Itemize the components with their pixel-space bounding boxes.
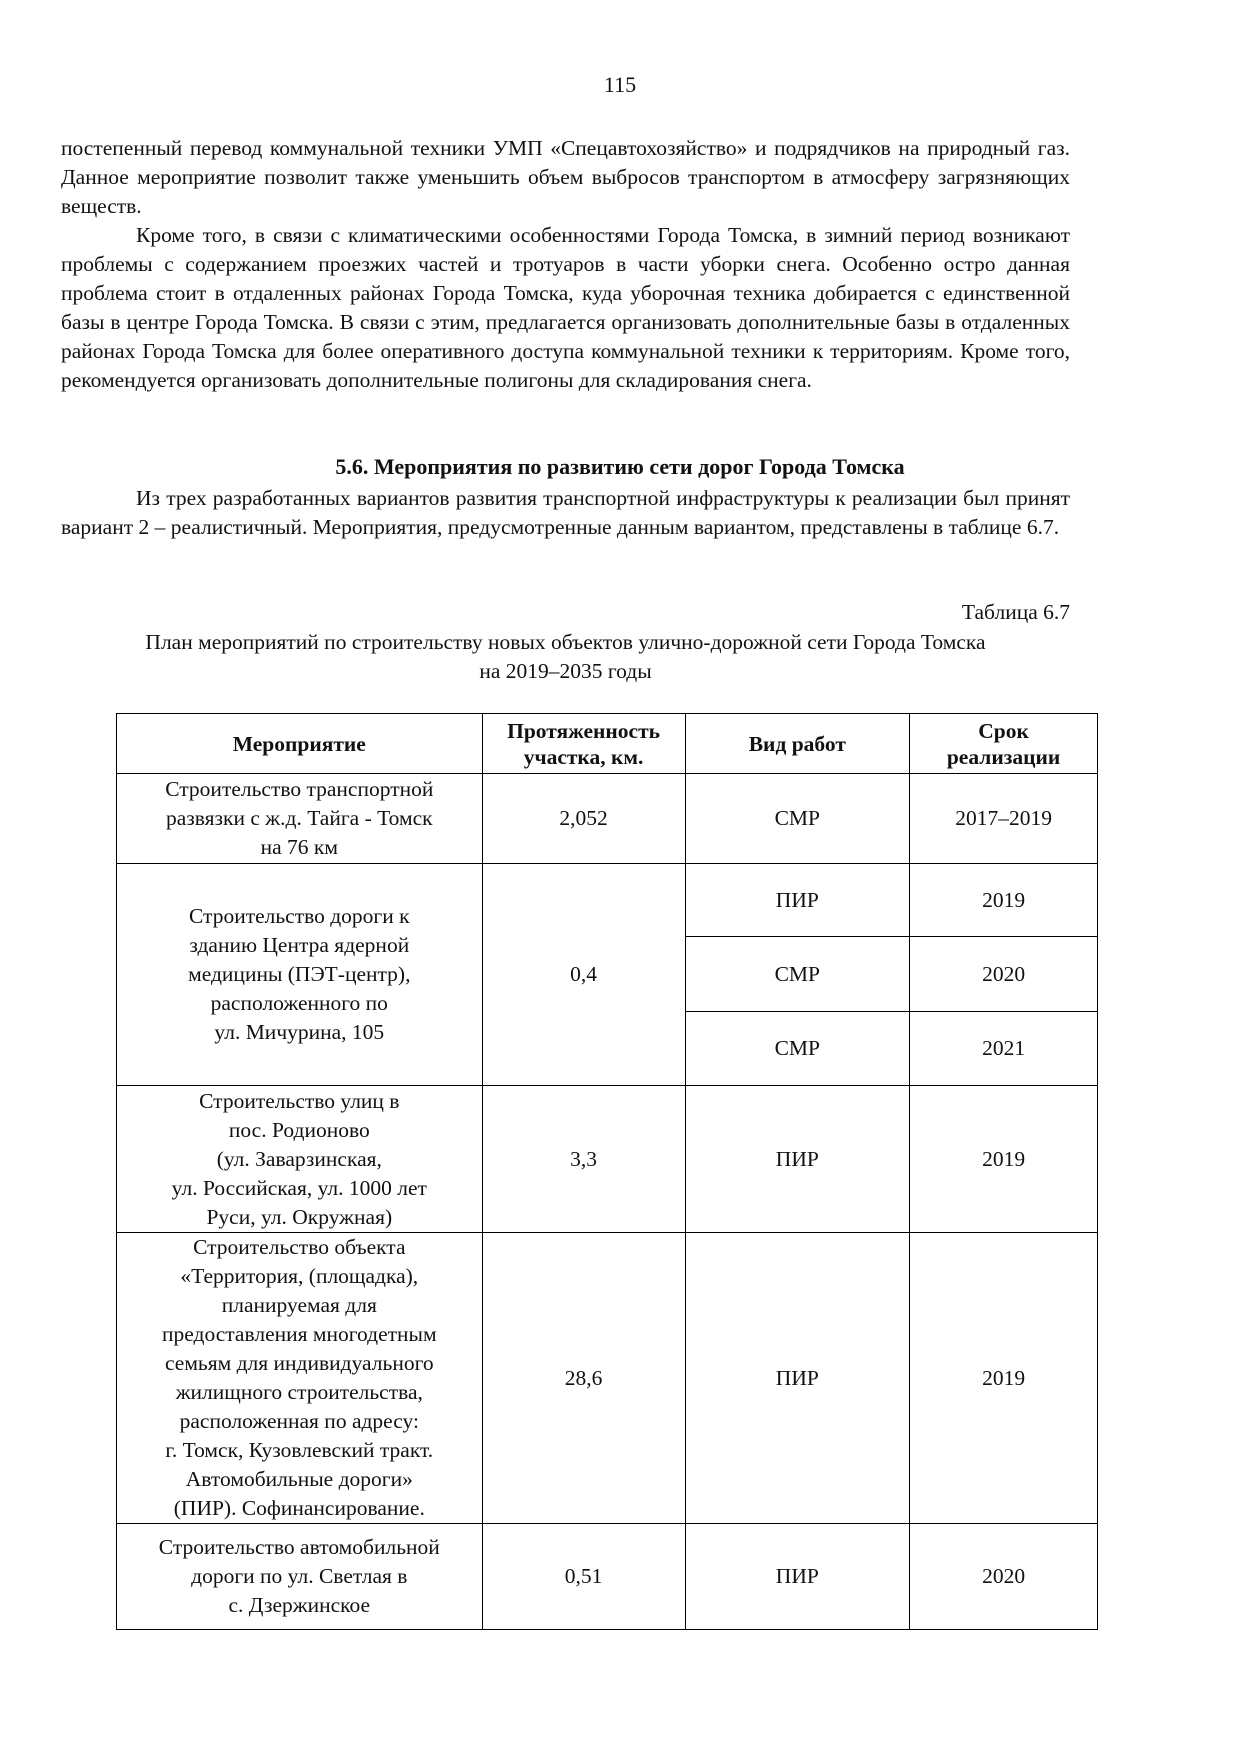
measure-line: зданию Центра ядерной: [189, 933, 410, 957]
section-heading: 5.6. Мероприятия по развитию сети дорог Города Томска: [335, 454, 905, 479]
table-label: Таблица 6.7: [961, 600, 1070, 624]
measure-line: на 76 км: [260, 835, 338, 859]
header-term-line-2: реализации: [946, 744, 1061, 769]
measure-line: ул. Российская, ул. 1000 лет: [171, 1175, 427, 1200]
length-cell: 3,3: [482, 1086, 685, 1233]
measure-cell: [117, 774, 483, 864]
header-work-type: Вид работ: [685, 714, 910, 774]
measure-line: Строительство дороги к: [188, 904, 410, 928]
measure-line: Строительство улиц в: [199, 1088, 400, 1113]
section-paragraph: Из трех разработанных вариантов развития транспортной инфраструктуры к реализации был принят вариант 2 – реалистичный. Мероприятия, предусмотренные данным вариантом, представлены в таблице 6.7.: [61, 486, 1070, 539]
paragraph-2: Кроме того, в связи с климатическими особенностями Города Томска, в зимний период возникают проблемы с содержанием проезжих частей и тротуаров в части уборки снега. Особенно остро данная проблема стоит в отдаленных районах Города Томска, куда уборочная техника добирается с единственной базы в центре Города Томска. В связи с этим, предлагается организовать дополнительные базы в отдаленных районах Города Томска для более оперативного доступа коммунальной техники к территориям. Кроме того, рекомендуется организовать дополнительные полигоны для складирования снега.: [61, 223, 1070, 392]
header-length-line-2: участка, км.: [523, 744, 644, 769]
work-type-cell: СМР: [685, 774, 910, 864]
work-type-cell: ПИР: [685, 1233, 910, 1524]
term-cell: 2017–2019: [910, 774, 1098, 864]
measure-line: ул. Мичурина, 105: [214, 1020, 385, 1044]
table-row: [117, 1086, 1098, 1233]
work-type-cell: ПИР: [685, 1524, 910, 1630]
work-type-cell: ПИР: [685, 864, 910, 937]
measure-line: Руси, ул. Окружная): [206, 1204, 393, 1229]
measures-table: [116, 713, 1098, 1630]
measure-cell: [117, 1233, 483, 1524]
measure-line: Строительство автомобильной: [158, 1535, 440, 1559]
work-type-cell: ПИР: [685, 1086, 910, 1233]
measure-line: Автомобильные дороги»: [185, 1467, 413, 1491]
measure-line: планируемая для: [221, 1293, 377, 1317]
measure-cell: [117, 1524, 483, 1630]
header-measure: Мероприятие: [117, 714, 483, 774]
measure-line: семьям для индивидуального: [164, 1351, 434, 1375]
paragraph-1: постепенный перевод коммунальной техники УМП «Спецавтохозяйство» и подрядчиков на природный газ. Данное мероприятие позволит также уменьшить объем выбросов транспортом в атмосферу загрязняющих веществ.: [61, 136, 1070, 218]
term-cell: 2019: [910, 864, 1098, 937]
header-length-line-1: Протяженность: [507, 718, 660, 743]
term-cell: 2020: [910, 1524, 1098, 1630]
measure-line: с. Дзержинское: [228, 1593, 371, 1617]
table-row: [117, 864, 1098, 937]
table-caption-line-1: План мероприятий по строительству новых объектов улично-дорожной сети Города Томска: [145, 630, 986, 654]
measure-line: (ПИР). Софинансирование.: [173, 1496, 425, 1520]
table-row: [117, 1233, 1098, 1524]
measure-line: расположенная по адресу:: [179, 1409, 419, 1433]
table-row: [117, 774, 1098, 864]
term-cell: 2021: [910, 1012, 1098, 1086]
measure-line: г. Томск, Кузовлевский тракт.: [165, 1438, 434, 1462]
section-text: [61, 484, 1070, 542]
measure-line: медицины (ПЭТ-центр),: [188, 962, 411, 986]
term-cell: 2020: [910, 937, 1098, 1012]
measure-cell: [117, 1086, 483, 1233]
table-header-row: [117, 714, 1098, 774]
header-term: [910, 714, 1098, 774]
header-term-line-1: Срок: [978, 718, 1029, 743]
measure-line: Строительство объекта: [193, 1235, 406, 1259]
table-row: [117, 1524, 1098, 1630]
measure-line: Строительство транспортной: [165, 777, 434, 801]
measure-line: «Территория, (площадка),: [180, 1264, 419, 1288]
length-cell: 28,6: [482, 1233, 685, 1524]
measure-line: развязки с ж.д. Тайга - Томск: [166, 806, 433, 830]
work-type-cell: СМР: [685, 937, 910, 1012]
measure-line: пос. Родионово: [228, 1117, 370, 1142]
measure-line: расположенного по: [210, 991, 388, 1015]
measure-line: предоставления многодетным: [161, 1322, 437, 1346]
measure-cell: [117, 864, 483, 1086]
length-cell: 2,052: [482, 774, 685, 864]
measure-line: жилищного строительства,: [175, 1380, 423, 1404]
term-cell: 2019: [910, 1086, 1098, 1233]
length-cell: 0,51: [482, 1524, 685, 1630]
term-cell: 2019: [910, 1233, 1098, 1524]
measure-line: (ул. Заварзинская,: [216, 1146, 382, 1171]
length-cell: 0,4: [482, 864, 685, 1086]
intro-text: [61, 134, 1070, 395]
table-caption: [61, 628, 1070, 686]
measure-line: дороги по ул. Светлая в: [191, 1564, 408, 1588]
header-length: [482, 714, 685, 774]
page-number: 115: [603, 72, 637, 97]
table-caption-line-2: на 2019–2035 годы: [479, 659, 652, 683]
work-type-cell: СМР: [685, 1012, 910, 1086]
